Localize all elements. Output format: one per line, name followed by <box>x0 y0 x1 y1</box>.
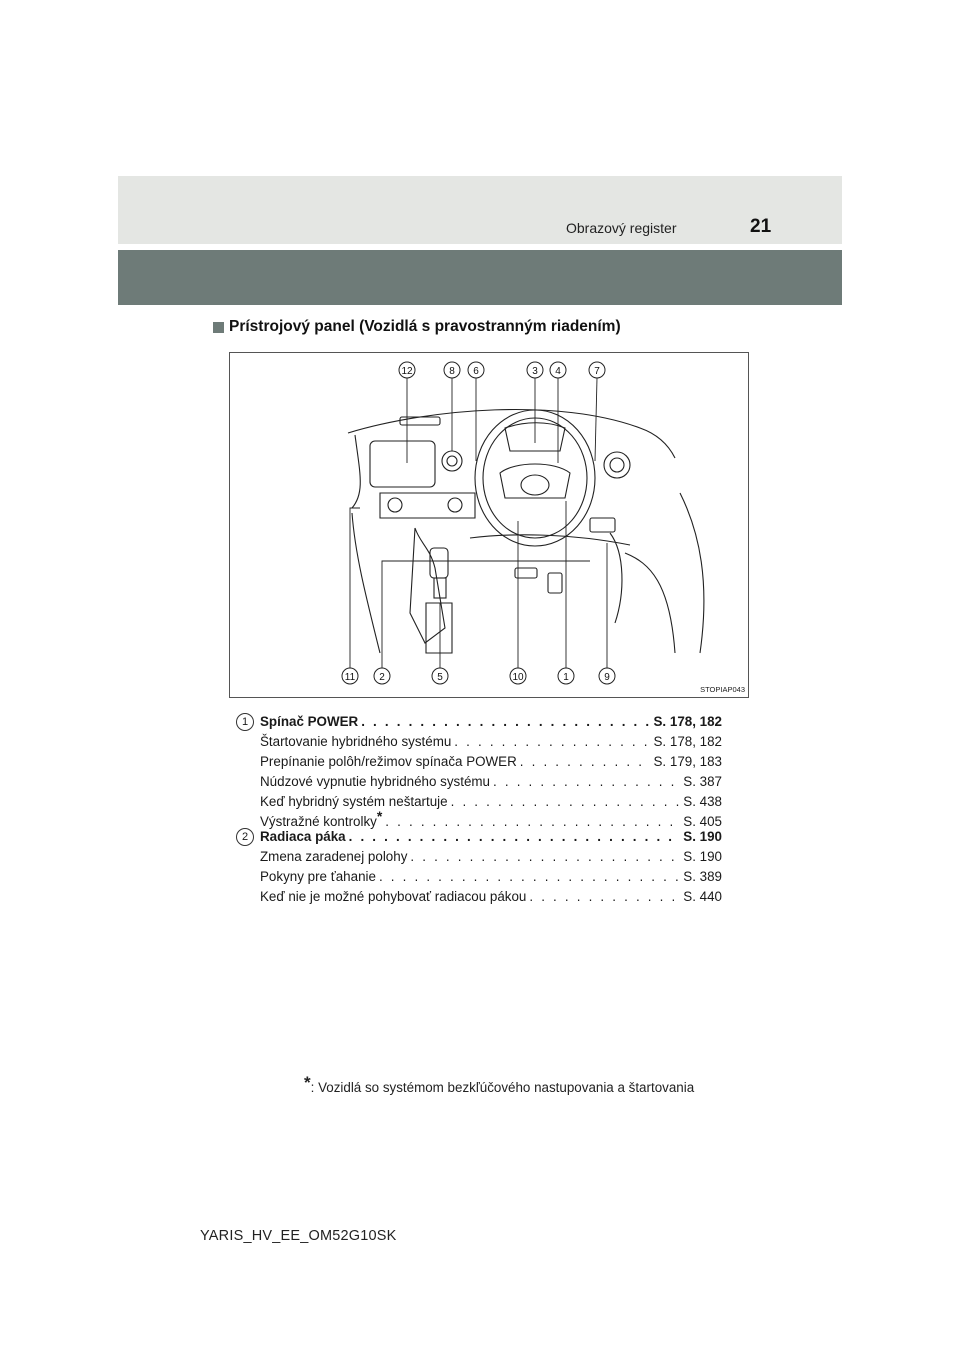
entry-title: Spínač POWER <box>260 714 359 729</box>
callout-top-3: 6 <box>473 366 479 377</box>
list-item[interactable] <box>260 754 722 774</box>
footnote-text: : Vozidlá so systémom bezkľúčového nastupovania a štartovania <box>310 1080 695 1095</box>
callout-top-5: 4 <box>555 366 561 377</box>
leader-dots <box>385 814 680 829</box>
section-heading <box>213 318 621 336</box>
entry-shift-lever <box>236 828 728 908</box>
list-item[interactable] <box>260 869 722 889</box>
leader-dots <box>451 794 681 809</box>
list-item[interactable] <box>260 794 722 814</box>
figure-code: STOPIAP043 <box>700 685 745 694</box>
entry-number-badge: 2 <box>236 828 254 846</box>
leader-dots <box>410 849 680 864</box>
leader-dots <box>529 889 680 904</box>
page-number: 21 <box>750 216 772 237</box>
entry-title-line[interactable] <box>260 829 722 849</box>
entry-power-switch <box>236 713 728 829</box>
entry-title: Radiaca páka <box>260 829 346 844</box>
item-label: Keď hybridný systém neštartuje <box>260 794 448 809</box>
entry-title-line[interactable] <box>260 714 722 734</box>
item-label: Zmena zaradenej polohy <box>260 849 408 864</box>
footnote-marker: * <box>376 808 383 824</box>
shift-lever-drawing <box>430 548 448 578</box>
list-item[interactable] <box>260 849 722 869</box>
section-title: Obrazový register <box>566 220 677 236</box>
list-item[interactable] <box>260 734 722 754</box>
item-page: S. 438 <box>683 794 722 809</box>
callout-bottom-2: 2 <box>379 672 385 683</box>
item-page: S. 190 <box>683 849 722 864</box>
callout-bottom-4: 10 <box>512 672 524 683</box>
document-id: YARIS_HV_EE_OM52G10SK <box>200 1228 397 1244</box>
item-label-text: Výstražné kontrolky <box>260 814 377 829</box>
leader-dots <box>379 869 680 884</box>
entry-page: S. 178, 182 <box>653 714 722 729</box>
item-label: Núdzové vypnutie hybridného systému <box>260 774 491 789</box>
callout-bottom-3: 5 <box>437 672 443 683</box>
leader-dots <box>361 714 650 729</box>
chapter-band <box>118 250 842 305</box>
list-item[interactable] <box>260 889 722 909</box>
item-page: S. 440 <box>683 889 722 904</box>
item-label <box>260 808 383 829</box>
leader-dots <box>349 829 681 844</box>
climate-knob <box>442 451 462 471</box>
callout-top-4: 3 <box>532 366 538 377</box>
footnote <box>304 1073 695 1095</box>
item-label: Keď nie je možné pohybovať radiacou pákou <box>260 889 527 904</box>
item-page: S. 178, 182 <box>653 734 722 749</box>
leader-dots <box>520 754 651 769</box>
item-label: Prepínanie polôh/režimov spínača POWER <box>260 754 517 769</box>
callout-bottom-6: 9 <box>604 672 610 683</box>
dashboard-illustration <box>229 352 749 698</box>
footnote-marker: * <box>304 1073 311 1092</box>
heading-text: Prístrojový panel (Vozidlá s pravostranným riadením) <box>229 318 621 335</box>
dashboard-drawing <box>230 353 750 699</box>
item-label: Štartovanie hybridného systému <box>260 734 452 749</box>
item-page: S. 389 <box>683 869 722 884</box>
item-page: S. 387 <box>683 774 722 789</box>
item-label: Pokyny pre ťahanie <box>260 869 376 884</box>
item-page: S. 179, 183 <box>653 754 722 769</box>
leader-dots <box>454 734 650 749</box>
entry-number-badge: 1 <box>236 713 254 731</box>
leader-dots <box>493 774 680 789</box>
callout-top-6: 7 <box>594 366 600 377</box>
display-screen <box>370 441 435 487</box>
list-item[interactable] <box>260 774 722 794</box>
callout-bottom-5: 1 <box>563 672 569 683</box>
heading-square-icon <box>213 322 224 333</box>
callout-bottom-1: 11 <box>344 672 356 683</box>
callout-top-1: 12 <box>401 366 413 377</box>
entry-page: S. 190 <box>683 829 722 844</box>
callout-top-2: 8 <box>449 366 455 377</box>
header-band <box>118 176 842 244</box>
item-page: S. 405 <box>683 814 722 829</box>
